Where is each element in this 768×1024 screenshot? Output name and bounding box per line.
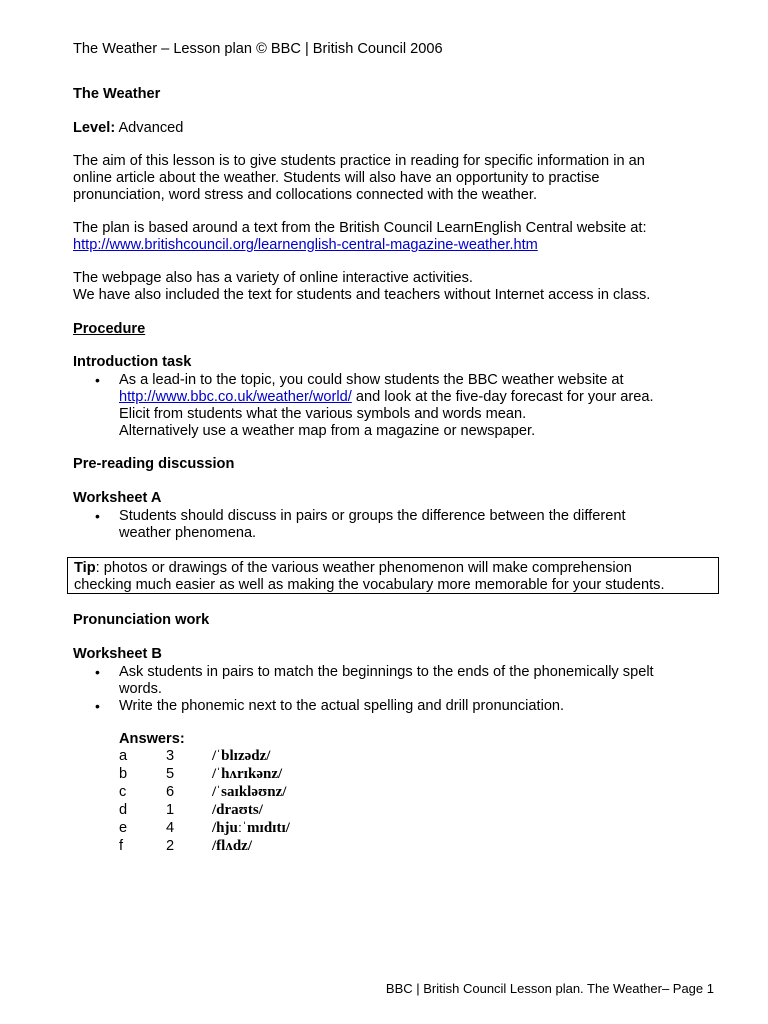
bullet-icon: •: [95, 372, 100, 388]
answer-phonemic: /draʊts/: [212, 802, 263, 818]
webpage-line-1: The webpage also has a variety of online interactive activities.: [73, 270, 473, 286]
answer-number: 3: [166, 748, 175, 764]
answer-number: 2: [166, 838, 175, 854]
answer-letter: c: [119, 784, 127, 800]
intro-line-3: Elicit from students what the various symbols and words mean.: [119, 406, 527, 422]
aim-line-1: The aim of this lesson is to give students practice in reading for specific information in an: [73, 153, 645, 169]
level-value: Advanced: [118, 120, 184, 136]
page-header: The Weather – Lesson plan © BBC | British Council 2006: [73, 41, 443, 57]
answer-phonemic: /ˈhʌrɪkənz/: [212, 766, 283, 782]
answer-phonemic: /hjuːˈmɪdɪtɪ/: [212, 820, 290, 836]
intro-line-1: As a lead-in to the topic, you could show students the BBC weather website at: [119, 372, 624, 388]
aim-line-3: pronunciation, word stress and collocations connected with the weather.: [73, 187, 538, 203]
answer-letter: b: [119, 766, 128, 782]
worksheet-b-line-1: Ask students in pairs to match the beginnings to the ends of the phonemically spelt: [119, 664, 654, 680]
plan-link-line: [73, 237, 538, 254]
bullet-icon: •: [95, 664, 100, 680]
answer-number: 4: [166, 820, 175, 836]
worksheet-b-heading: Worksheet B: [73, 646, 162, 662]
intro-line-4: Alternatively use a weather map from a magazine or newspaper.: [119, 423, 536, 439]
worksheet-a-heading: Worksheet A: [73, 490, 162, 506]
aim-line-2: online article about the weather. Students will also have an opportunity to practise: [73, 170, 600, 186]
worksheet-a-line-2: weather phenomena.: [119, 525, 257, 541]
answers-heading: Answers:: [119, 731, 185, 747]
plan-text: The plan is based around a text from the British Council LearnEnglish Central website at:: [73, 220, 647, 236]
tip-line-1-rest: : photos or drawings of the various weather phenomenon will make comprehension: [95, 560, 632, 576]
answer-letter: f: [119, 838, 124, 854]
answer-phonemic: /ˈblɪzədz/: [212, 748, 271, 764]
worksheet-b-line-2: words.: [119, 681, 162, 697]
worksheet-a-line-1: Students should discuss in pairs or groups the difference between the different: [119, 508, 626, 524]
answer-letter: a: [119, 748, 128, 764]
pronunciation-heading: Pronunciation work: [73, 612, 210, 628]
tip-label: Tip: [74, 560, 96, 576]
bullet-icon: •: [95, 508, 100, 524]
bullet-icon: •: [95, 698, 100, 714]
prereading-heading: Pre-reading discussion: [73, 456, 235, 472]
tip-box: [67, 557, 719, 594]
intro-heading: Introduction task: [73, 354, 192, 370]
page-footer: BBC | British Council Lesson plan. The Weather– Page 1: [385, 981, 714, 996]
answer-phonemic: /flʌdz/: [212, 838, 252, 854]
intro-line-2: [119, 389, 654, 406]
answer-letter: d: [119, 802, 128, 818]
level-line: [73, 120, 183, 137]
tip-line-1: [74, 560, 632, 577]
worksheet-b-line-3: Write the phonemic next to the actual spelling and drill pronunciation.: [119, 698, 565, 714]
document-title: The Weather: [73, 86, 161, 102]
learnenglish-link[interactable]: http://www.britishcouncil.org/learnenglish-central-magazine-weather.htm: [73, 237, 538, 253]
intro-line-2-rest: and look at the five-day forecast for your area.: [351, 389, 654, 405]
level-label: Level:: [73, 120, 116, 136]
answer-number: 5: [166, 766, 175, 782]
answer-phonemic: /ˈsaɪkləʊnz/: [212, 784, 287, 800]
bbc-weather-link[interactable]: http://www.bbc.co.uk/weather/world/: [119, 389, 352, 405]
answer-number: 6: [166, 784, 175, 800]
procedure-heading: Procedure: [73, 321, 146, 337]
tip-line-2: checking much easier as well as making the vocabulary more memorable for your students.: [74, 577, 665, 593]
answer-letter: e: [119, 820, 128, 836]
webpage-line-2: We have also included the text for students and teachers without Internet access in class.: [73, 287, 651, 303]
answer-number: 1: [166, 802, 175, 818]
